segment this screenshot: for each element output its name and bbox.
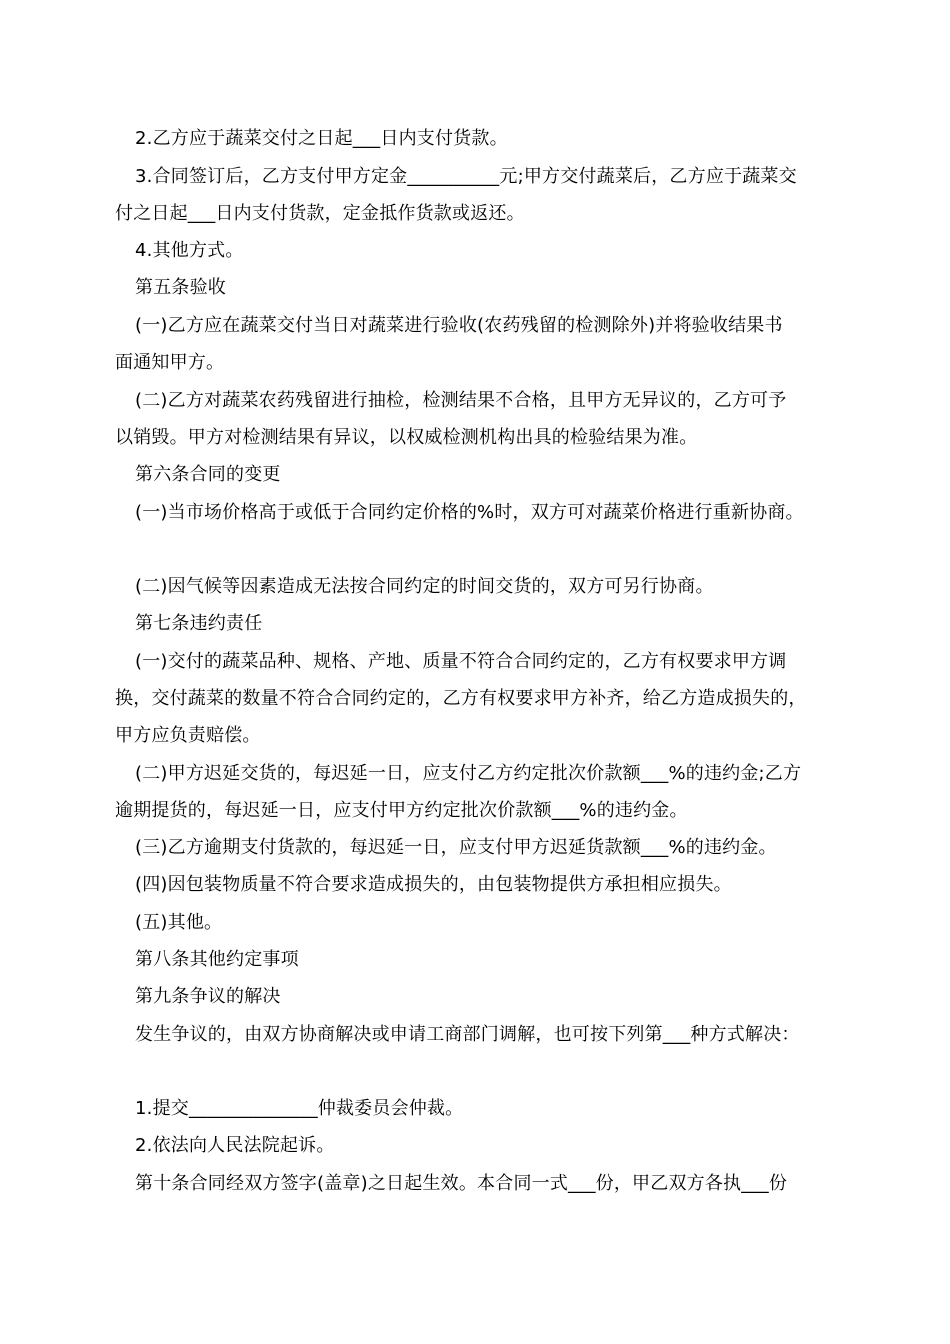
section-heading: 第九条争议的解决 bbox=[135, 986, 281, 1007]
text-line: 付之日起___日内支付货款，定金抵作货款或返还。 bbox=[115, 203, 525, 224]
text-line: 换，交付蔬菜的数量不符合合同约定的，乙方有权要求甲方补齐，给乙方造成损失的， bbox=[115, 688, 807, 709]
section-heading: 第七条违约责任 bbox=[135, 613, 263, 634]
text-line: (四)因包装物质量不符合要求造成损失的，由包装物提供方承担相应损失。 bbox=[135, 874, 732, 895]
text-line: (三)乙方逾期支付货款的，每迟延一日，应支付甲方迟延货款额___%的违约金。 bbox=[135, 837, 777, 858]
text-line: (一)乙方应在蔬菜交付当日对蔬菜进行验收(农药残留的检测除外)并将验收结果书 bbox=[135, 315, 783, 336]
text-line: 1.提交______________仲裁委员会仲裁。 bbox=[135, 1098, 464, 1119]
text-line: 2.依法向人民法院起诉。 bbox=[135, 1135, 335, 1156]
text-line: 发生争议的，由双方协商解决或申请工商部门调解，也可按下列第___种方式解决： bbox=[135, 1024, 800, 1045]
text-line: (二)因气候等因素造成无法按合同约定的时间交货的，双方可另行协商。 bbox=[135, 576, 714, 597]
text-line: 逾期提货的，每迟延一日，应支付甲方约定批次价款额___%的违约金。 bbox=[115, 800, 688, 821]
section-heading: 第六条合同的变更 bbox=[135, 464, 281, 485]
section-heading: 第八条其他约定事项 bbox=[135, 949, 299, 970]
text-line: (一)当市场价格高于或低于合同约定价格的%时，双方可对蔬菜价格进行重新协商。 bbox=[135, 502, 804, 523]
text-line: 4.其他方式。 bbox=[135, 240, 244, 261]
text-line: (二)甲方迟延交货的，每迟延一日，应支付乙方约定批次价款额___%的违约金;乙方 bbox=[135, 763, 802, 784]
text-line: 面通知甲方。 bbox=[115, 352, 225, 373]
text-line: (五)其他。 bbox=[135, 912, 223, 933]
text-line: 3.合同签订后，乙方支付甲方定金__________元;甲方交付蔬菜后，乙方应于蔬菜交 bbox=[135, 166, 797, 187]
text-line: (一)交付的蔬菜品种、规格、产地、质量不符合合同约定的，乙方有权要求甲方调 bbox=[135, 651, 787, 672]
text-line: (二)乙方对蔬菜农药残留进行抽检，检测结果不合格，且甲方无异议的，乙方可予 bbox=[135, 390, 787, 411]
text-line: 以销毁。甲方对检测结果有异议，以权威检测机构出具的检验结果为准。 bbox=[115, 427, 698, 448]
section-heading: 第五条验收 bbox=[135, 277, 226, 298]
text-line: 甲方应负责赔偿。 bbox=[115, 725, 261, 746]
text-line: 第十条合同经双方签字(盖章)之日起生效。本合同一式___份，甲乙双方各执___份 bbox=[135, 1173, 788, 1194]
text-line: 2.乙方应于蔬菜交付之日起___日内支付货款。 bbox=[135, 128, 508, 149]
